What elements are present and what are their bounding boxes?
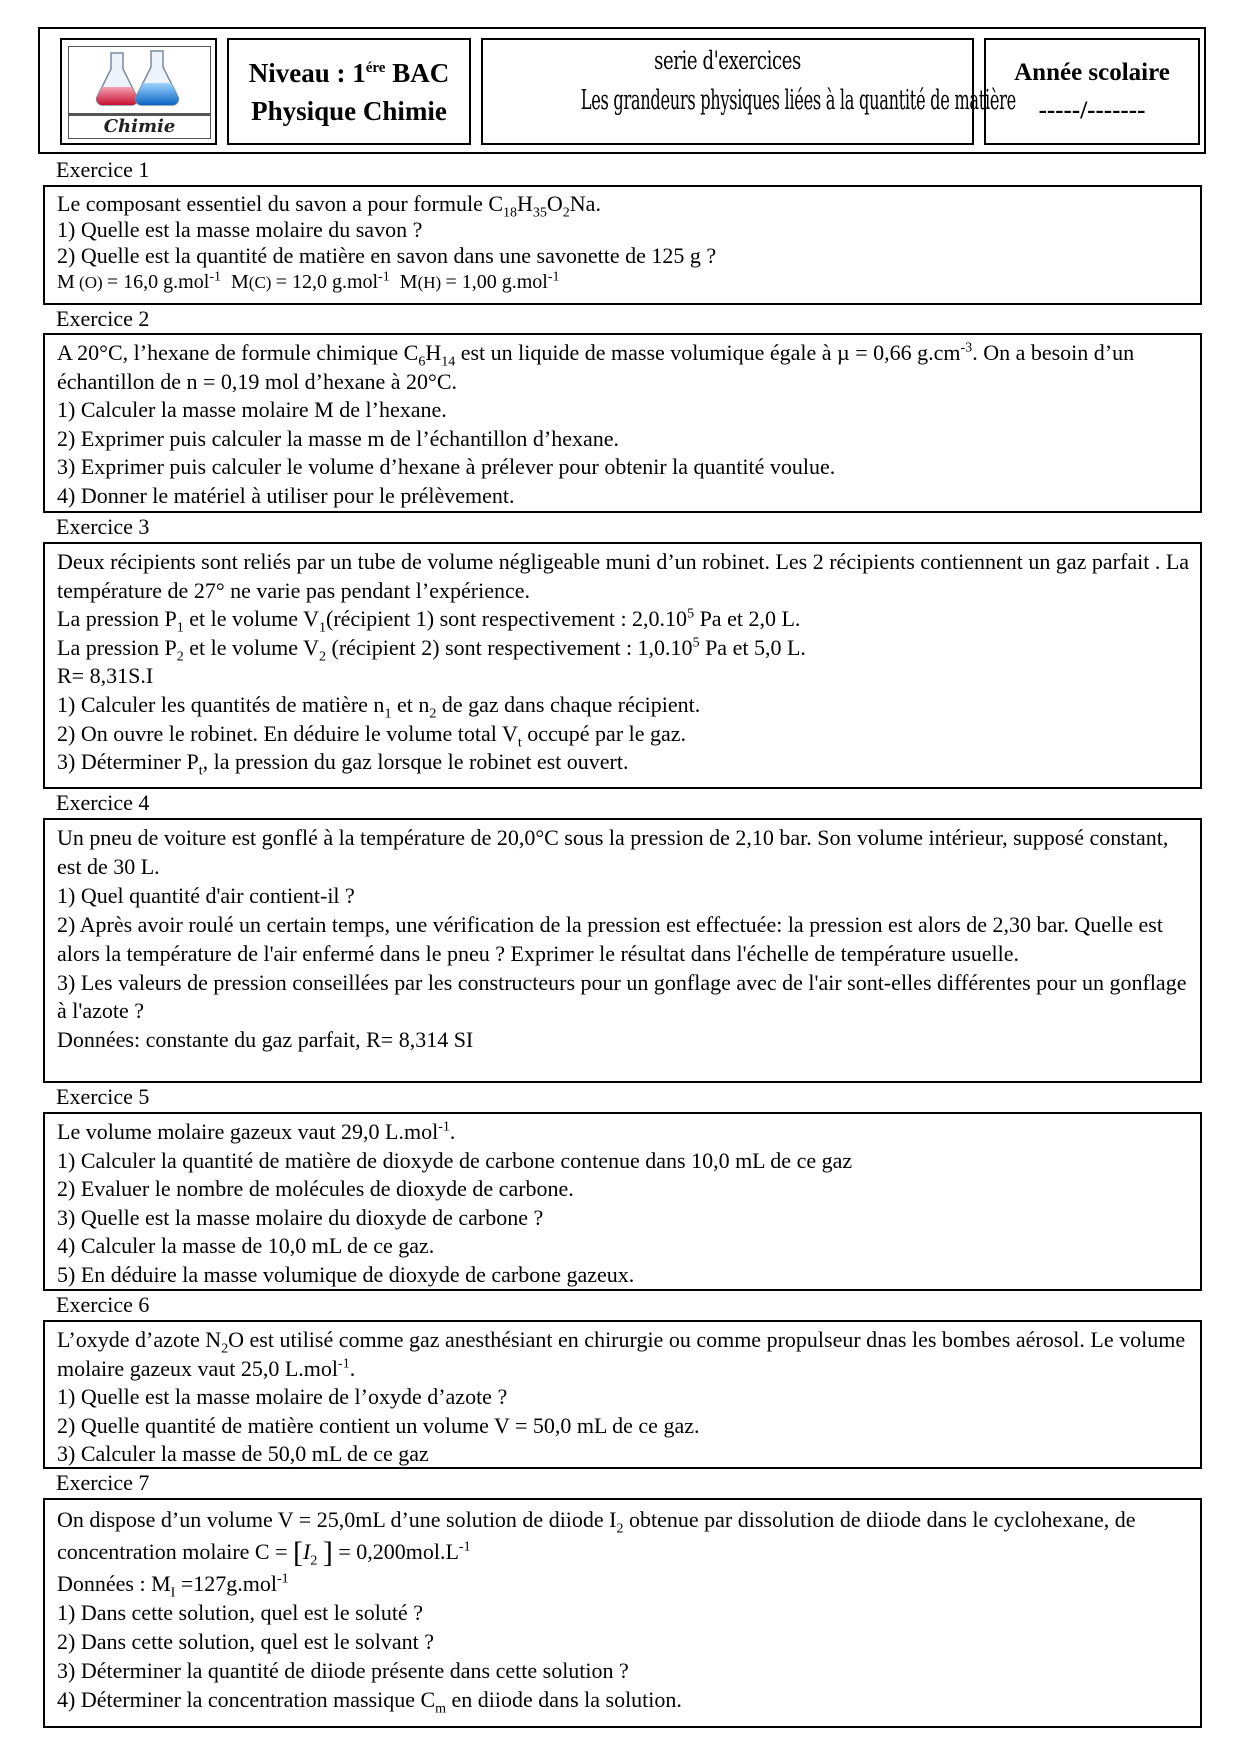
school-year-label: Année scolaire xyxy=(1014,59,1170,86)
series-title: serie d'exercices xyxy=(654,46,801,75)
ex2-question-2: 2) Exprimer puis calculer la masse m de l’échantillon d’hexane. xyxy=(57,425,620,451)
chemistry-logo xyxy=(68,46,211,139)
ex6-question-2: 2) Quelle quantité de matière contient un volume V = 50,0 mL de ce gaz. xyxy=(57,1412,700,1438)
exercise-4-title: Exercice 4 xyxy=(56,790,150,815)
level-text: Niveau : $1^{ére}$ BAC xyxy=(248,58,450,88)
ex7-intro: On dispose d’un volume V = 25,0mL d’une solution de diiode $I_2$ obtenue par dissolution de diiode dans le cyclohexane, de concentration molaire $C = [I_2$ ] = $0,200mol.L^{-1}$ xyxy=(57,1507,1136,1569)
exercise-3-title: Exercice 3 xyxy=(56,514,150,539)
logo-label: Chimie xyxy=(69,113,210,138)
ex5-question-4: 4) Calculer la masse de 10,0 mL de ce gaz. xyxy=(57,1233,435,1259)
flasks-icon xyxy=(69,47,208,113)
ex7-question-3: 3) Déterminer la quantité de diiode présente dans cette solution ? xyxy=(57,1658,629,1683)
series-theme: Les grandeurs physiques liées à la quantité de matière xyxy=(580,85,1016,116)
ex5-question-3: 3) Quelle est la masse molaire du dioxyde de carbone ? xyxy=(57,1204,544,1230)
ex1-question-1: 1) Quelle est la masse molaire du savon ? xyxy=(57,217,423,242)
exercise-6-title: Exercice 6 xyxy=(56,1292,150,1317)
series-cell xyxy=(481,38,1016,145)
header xyxy=(38,27,1206,154)
school-year-cell xyxy=(984,38,1200,145)
ex6-intro: L’oxyde d’azote $N_2O$ est utilisé comme gaz anesthésiant en chirurgie ou comme propulseur dnas les bombes aérosol. Le volume molaire gazeux vaut 25,0 L.mol$^{-1}$. xyxy=(57,1327,1186,1381)
ex7-question-1: 1) Dans cette solution, quel est le soluté ? xyxy=(57,1600,423,1625)
ex2-question-4: 4) Donner le matériel à utiliser pour le prélèvement. xyxy=(57,482,515,508)
ex3-line-1: La pression $P_1$ et le volume $V_1(récipient$ 1) sont respectivement : 2,0.10$^5$ Pa et 2,0 L. xyxy=(57,606,801,636)
ex4-question-1: 1) Quel quantité d'air contient-il ? xyxy=(57,882,355,908)
ex2-question-1: 1) Calculer la masse molaire M de l’hexane. xyxy=(57,397,447,422)
ex7-question-2: 2) Dans cette solution, quel est le solvant ? xyxy=(57,1629,434,1654)
ex3-question-3: 3) Déterminer $P_t$, la pression du gaz lorsque le robinet est ouvert. xyxy=(57,749,629,779)
ex5-question-5: 5) En déduire la masse volumique de dioxyde de carbone gazeux. xyxy=(57,1261,635,1287)
exercise-4-box xyxy=(43,818,1202,1083)
exercise-3-box xyxy=(43,542,1202,789)
exercise-2-title: Exercice 2 xyxy=(56,306,150,331)
ex4-question-2: 2) Après avoir roulé un certain temps, une vérification de la pression est effectuée: la pression est alors de 2,30 bar. Quelle est alors la température de l'air enfermé dans le pneu ? Exprimer le résultat dans l'échelle de température usuelle. xyxy=(57,911,1163,966)
exercise-1-box xyxy=(43,185,1202,305)
level-cell xyxy=(227,38,471,145)
ex5-question-1: 1) Calculer la quantité de matière de dioxyde de carbone contenue dans 10,0 mL de ce gaz xyxy=(57,1147,853,1173)
ex5-question-2: 2) Evaluer le nombre de molécules de dioxyde de carbone. xyxy=(57,1176,574,1202)
exercise-1-title: Exercice 1 xyxy=(56,157,150,182)
ex2-intro: A 20°C, l’hexane de formule chimique $C_6H_{14}$ est un liquide de masse volumique égale à µ = 0,66 $g.cm^{-3}$. On a besoin d’un échantillon de n = 0,19 mol d’hexane à 20°C. xyxy=(57,340,1135,394)
ex5-intro: Le volume molaire gazeux vaut 29,0 L.mol$^{-1}$. xyxy=(57,1119,456,1144)
logo-cell xyxy=(60,38,217,145)
ex7-data: Données : $M_I =127g.mol^{-1}$ xyxy=(57,1571,289,1601)
ex1-data: M (O) = 16,0 g.mol$^{-1}$ M(C) = 12,0 g.mol$^{-1}$ M(H) = 1,00 g.mol$^{-1}$ xyxy=(57,269,560,293)
exercise-6-box xyxy=(43,1320,1202,1469)
ex1-intro: Le composant essentiel du savon a pour formule $C_{18}H_{35}O_2Na$. xyxy=(57,191,601,221)
ex6-question-3: 3) Calculer la masse de 50,0 mL de ce gaz xyxy=(57,1441,429,1467)
ex4-intro: Un pneu de voiture est gonflé à la température de 20,0°C sous la pression de 2,10 bar. Son volume intérieur, supposé constant, est de 30 L. xyxy=(57,825,1169,879)
exercise-7-title: Exercice 7 xyxy=(56,1470,150,1495)
exercise-7-box xyxy=(43,1498,1202,1728)
ex1-question-2: 2) Quelle est la quantité de matière en savon dans une savonette de 125 g ? xyxy=(57,243,717,268)
ex3-question-1: 1) Calculer les quantités de matière $n_1$ et $n_2$ de gaz dans chaque récipient. xyxy=(57,691,701,722)
ex2-question-3: 3) Exprimer puis calculer le volume d’hexane à prélever pour obtenir la quantité voulue. xyxy=(57,454,836,479)
ex3-question-2: 2) On ouvre le robinet. En déduire le volume total $V_t$ occupé par le gaz. xyxy=(57,720,687,750)
exercise-2-box xyxy=(43,333,1202,513)
exercise-5-box xyxy=(43,1112,1202,1291)
ex4-question-3: 3) Les valeurs de pression conseillées par les constructeurs pour un gonflage avec de l'air sont-elles différentes pour un gonflage à l'azote ? xyxy=(57,969,1187,1024)
subject-text: Physique Chimie xyxy=(251,96,447,126)
ex3-line-2: La pression $P_2$ et le volume $V_2$ (récipient 2) sont respectivement : 1,0.10$^5$ Pa et 5,0 L. xyxy=(57,634,806,665)
ex3-gas-constant: R= 8,31S.I xyxy=(57,663,154,689)
exercise-5-title: Exercice 5 xyxy=(56,1084,150,1109)
ex3-intro: Deux récipients sont reliés par un tube de volume négligeable muni d’un robinet. Les 2 récipients contiennent un gaz parfait . La température de 27° ne varie pas pendant l’expérience. xyxy=(57,549,1190,603)
ex7-question-4: 4) Déterminer la concentration massique $C_m$ en diiode dans la solution. xyxy=(57,1687,682,1717)
ex6-question-1: 1) Quelle est la masse molaire de l’oxyde d’azote ? xyxy=(57,1384,508,1410)
school-year-value: -----/------- xyxy=(1038,97,1146,124)
ex4-data: Données: constante du gaz parfait, R= 8,314 SI xyxy=(57,1027,474,1053)
